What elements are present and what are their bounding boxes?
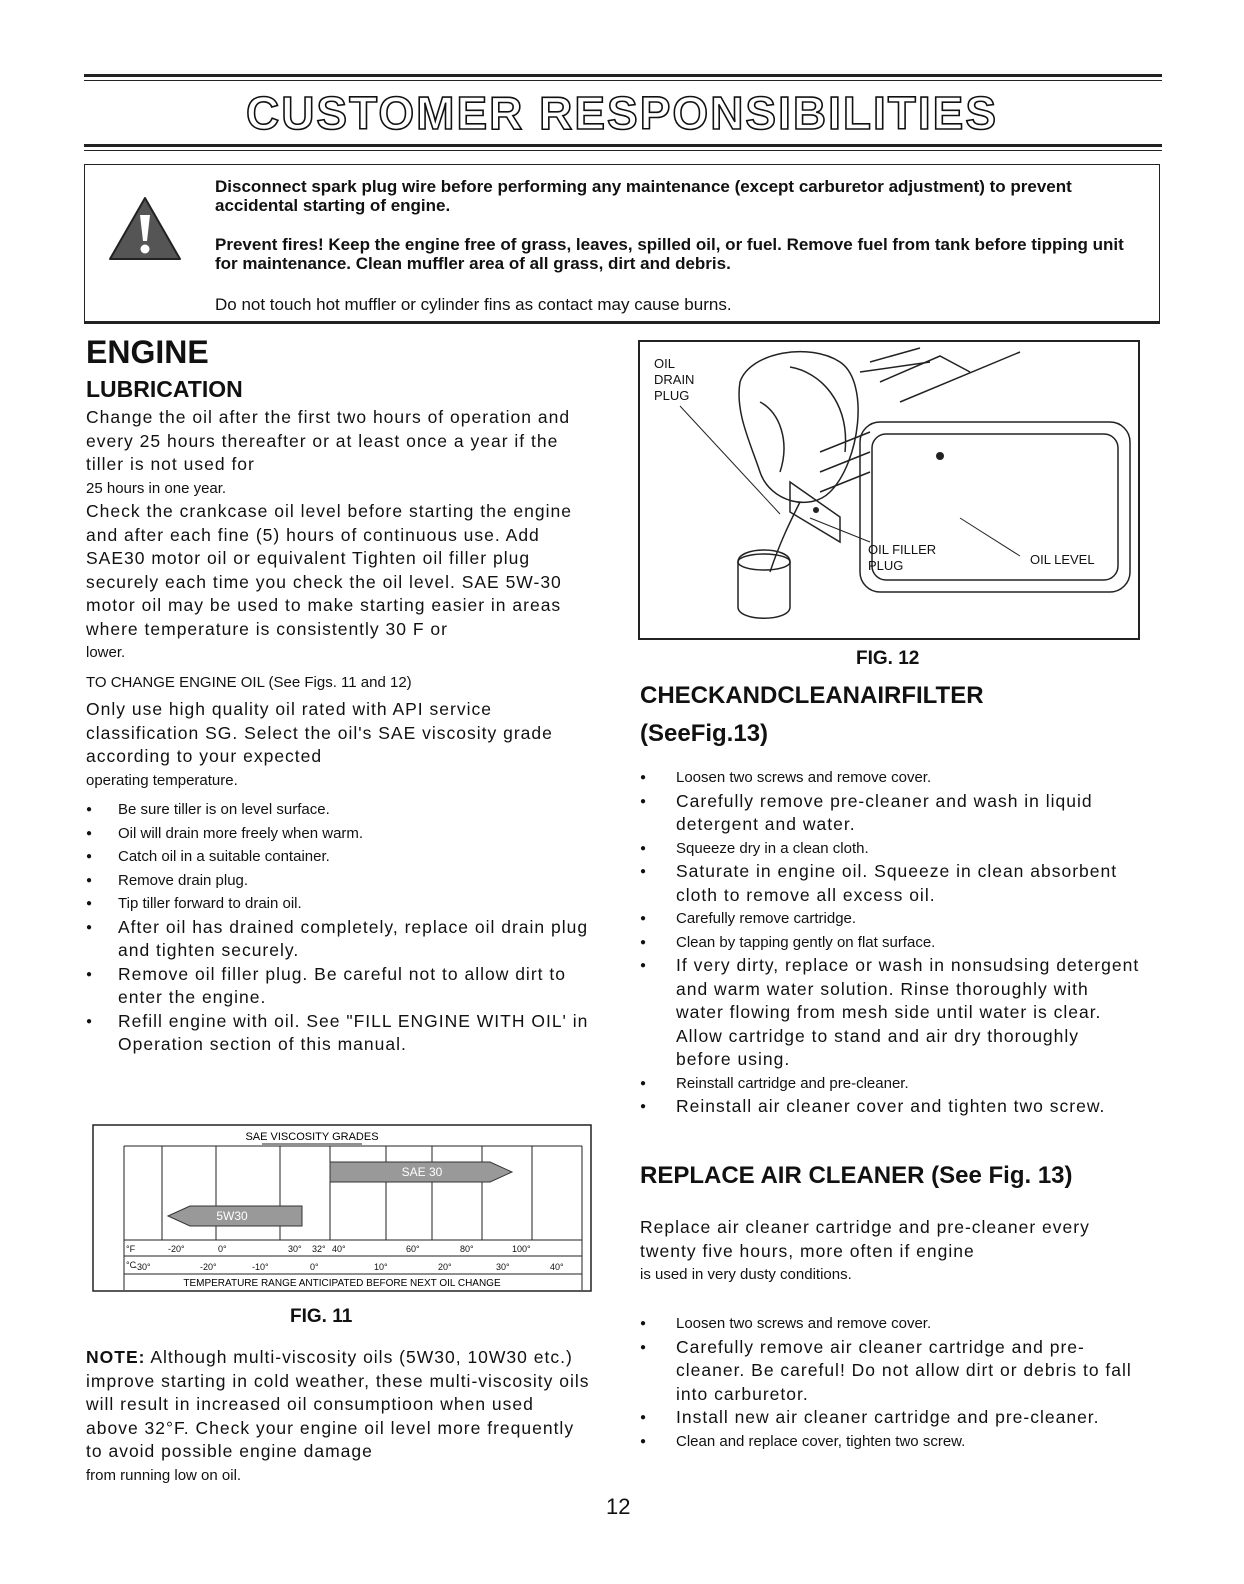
top-rule bbox=[84, 74, 1162, 77]
air-filter-heading: CHECKANDCLEANAIRFILTER bbox=[640, 682, 984, 709]
c-tick: -10° bbox=[252, 1262, 269, 1272]
viscosity-chart-title: SAE VISCOSITY GRADES bbox=[245, 1131, 379, 1143]
f-tick: -20° bbox=[168, 1244, 185, 1254]
f-tick: 32° bbox=[312, 1244, 326, 1254]
lubrication-paragraph-3: Only use high quality oil rated with API service classification SG. Select the oil's SAE viscosity grade according to your expected bbox=[86, 699, 553, 766]
list-item: ● Clean and replace cover, tighten two screw. bbox=[640, 1430, 1140, 1454]
c-tick: -30° bbox=[134, 1262, 151, 1272]
temperature-range-label: TEMPERATURE RANGE ANTICIPATED BEFORE NEXT OIL CHANGE bbox=[183, 1278, 501, 1289]
list-item: ● Reinstall air cleaner cover and tighten two screw. bbox=[640, 1095, 1140, 1119]
lubrication-paragraph-1-tail: 25 hours in one year. bbox=[86, 479, 227, 497]
oil-filler-label-2: PLUG bbox=[868, 558, 904, 573]
list-item: ● Carefully remove air cleaner cartridge and pre-cleaner. Be careful! Do not allow dirt or debris to fall into carburetor. bbox=[640, 1336, 1140, 1407]
list-item: ● Oil will drain more freely when warm. bbox=[86, 822, 590, 846]
fig11-caption: FIG. 11 bbox=[290, 1306, 353, 1327]
list-item: ● Loosen two screws and remove cover. bbox=[640, 1312, 1140, 1336]
replace-paragraph: Replace air cleaner cartridge and pre-cleaner every twenty five hours, more often if engine bbox=[640, 1217, 1090, 1261]
note-text bbox=[86, 1346, 590, 1487]
list-item: ● Saturate in engine oil. Squeeze in clean absorbent cloth to remove all excess oil. bbox=[640, 860, 1140, 907]
c-tick: 40° bbox=[550, 1262, 564, 1272]
c-tick: 10° bbox=[374, 1262, 388, 1272]
list-item: ● Squeeze dry in a clean cloth. bbox=[640, 837, 1140, 861]
list-item: ● Catch oil in a suitable container. bbox=[86, 845, 590, 869]
title-rule-thin bbox=[84, 150, 1162, 151]
list-item: ● Be sure tiller is on level surface. bbox=[86, 798, 590, 822]
c-unit-label: °C bbox=[126, 1260, 137, 1270]
list-item: ● Tip tiller forward to drain oil. bbox=[86, 892, 590, 916]
oil-drain-label-2: DRAIN bbox=[654, 372, 695, 387]
replace-air-cleaner-heading: REPLACE AIR CLEANER (See Fig. 13) bbox=[640, 1162, 1073, 1189]
top-rule-thin bbox=[84, 80, 1162, 81]
f-tick: 100° bbox=[512, 1244, 531, 1254]
list-item: ● If very dirty, replace or wash in nonsudsing detergent and warm water solution. Rinse thoroughly with water flowing from mesh side until water is clear. Allow cartridge to stand and air dry thoroughly before using. bbox=[640, 954, 1140, 1072]
replace-paragraph-tail: is used in very dusty conditions. bbox=[640, 1266, 852, 1283]
list-item: ● After oil has drained completely, replace oil drain plug and tighten securely. bbox=[86, 916, 590, 963]
note-tail: from running low on oil. bbox=[86, 1466, 242, 1484]
warning-text-hot-muffler: Do not touch hot muffler or cylinder fins as contact may cause burns. bbox=[215, 295, 732, 314]
note-body: Although multi-viscosity oils (5W30, 10W30 etc.) improve starting in cold weather, these multi-viscosity oils will result in increased oil consumptioon when used above 32°F. Check your engine oil level more frequently to avoid possible engine damage bbox=[86, 1347, 590, 1461]
replace-air-cleaner-steps bbox=[640, 1312, 1140, 1453]
oil-filler-label-1: OIL FILLER bbox=[868, 542, 937, 557]
lubrication-paragraph-3-tail: operating temperature. bbox=[86, 771, 238, 789]
page-title: CUSTOMER RESPONSIBILITIES bbox=[245, 87, 999, 139]
list-item: ● Reinstall cartridge and pre-cleaner. bbox=[640, 1072, 1140, 1096]
f-tick: 80° bbox=[460, 1244, 474, 1254]
warning-text-spark-plug: Disconnect spark plug wire before performing any maintenance (except carburetor adjustment) to prevent accidental starting of engine. bbox=[215, 177, 1072, 215]
warning-triangle-icon bbox=[107, 195, 183, 263]
list-item: ● Carefully remove pre-cleaner and wash in liquid detergent and water. bbox=[640, 790, 1140, 837]
sae-viscosity-chart bbox=[92, 1124, 592, 1292]
lubrication-paragraph-2: Check the crankcase oil level before starting the engine and after each fine (5) hours of continuous use. Add SAE30 motor oil or equivalent Tighten oil filler plug securely each time you check the oil level. SAE 5W-30 motor oil may be used to make starting easier in areas where temperature is consistently 30 F or bbox=[86, 501, 572, 639]
oil-drain-figure bbox=[638, 340, 1140, 640]
safety-warning-box bbox=[84, 164, 1160, 324]
sae30-label: SAE 30 bbox=[401, 1165, 443, 1179]
f-unit-label: °F bbox=[126, 1244, 136, 1254]
f-tick: 60° bbox=[406, 1244, 420, 1254]
fig12-caption: FIG. 12 bbox=[856, 648, 920, 669]
c-tick: 30° bbox=[496, 1262, 510, 1272]
c-tick: -20° bbox=[200, 1262, 217, 1272]
note-label: NOTE: bbox=[86, 1347, 146, 1367]
oil-level-label: OIL LEVEL bbox=[1030, 552, 1095, 567]
list-item: ● Clean by tapping gently on flat surface. bbox=[640, 931, 1140, 955]
f-tick: 0° bbox=[218, 1244, 227, 1254]
list-item: ● Remove oil filler plug. Be careful not to allow dirt to enter the engine. bbox=[86, 963, 590, 1010]
air-filter-subheading: (SeeFig.13) bbox=[640, 720, 769, 747]
c-tick: 0° bbox=[310, 1262, 319, 1272]
f-tick: 30° bbox=[288, 1244, 302, 1254]
change-oil-steps bbox=[86, 798, 590, 1057]
change-oil-heading: TO CHANGE ENGINE OIL (See Figs. 11 and 12) bbox=[86, 673, 412, 691]
oil-drain-label-1: OIL bbox=[654, 356, 675, 371]
c-tick: 20° bbox=[438, 1262, 452, 1272]
warning-text-fires: Prevent fires! Keep the engine free of grass, leaves, spilled oil, or fuel. Remove fuel from tank before tipping unit for maintenance. Clean muffler area of all grass, dirt and debris. bbox=[215, 235, 1124, 273]
engine-heading: ENGINE bbox=[86, 334, 209, 370]
list-item: ● Carefully remove cartridge. bbox=[640, 907, 1140, 931]
title-rule bbox=[84, 144, 1162, 147]
replace-air-cleaner-text bbox=[640, 1216, 1140, 1287]
list-item: ● Install new air cleaner cartridge and pre-cleaner. bbox=[640, 1406, 1140, 1430]
lubrication-text bbox=[86, 406, 590, 1057]
oil-drain-label-3: PLUG bbox=[654, 388, 690, 403]
engine-illustration bbox=[640, 342, 1138, 638]
air-filter-steps bbox=[640, 766, 1140, 1119]
list-item: ● Loosen two screws and remove cover. bbox=[640, 766, 1140, 790]
list-item: ● Refill engine with oil. See "FILL ENGINE WITH OIL' in Operation section of this manual. bbox=[86, 1010, 590, 1057]
page-number: 12 bbox=[606, 1494, 631, 1519]
lubrication-heading: LUBRICATION bbox=[86, 376, 243, 402]
list-item: ● Remove drain plug. bbox=[86, 869, 590, 893]
lubrication-paragraph-1: Change the oil after the first two hours of operation and every 25 hours thereafter or at least once a year if the tiller is not used for bbox=[86, 407, 571, 474]
f-tick: 40° bbox=[332, 1244, 346, 1254]
5w30-label: 5W30 bbox=[216, 1209, 248, 1223]
lubrication-paragraph-2-tail: lower. bbox=[86, 644, 126, 661]
